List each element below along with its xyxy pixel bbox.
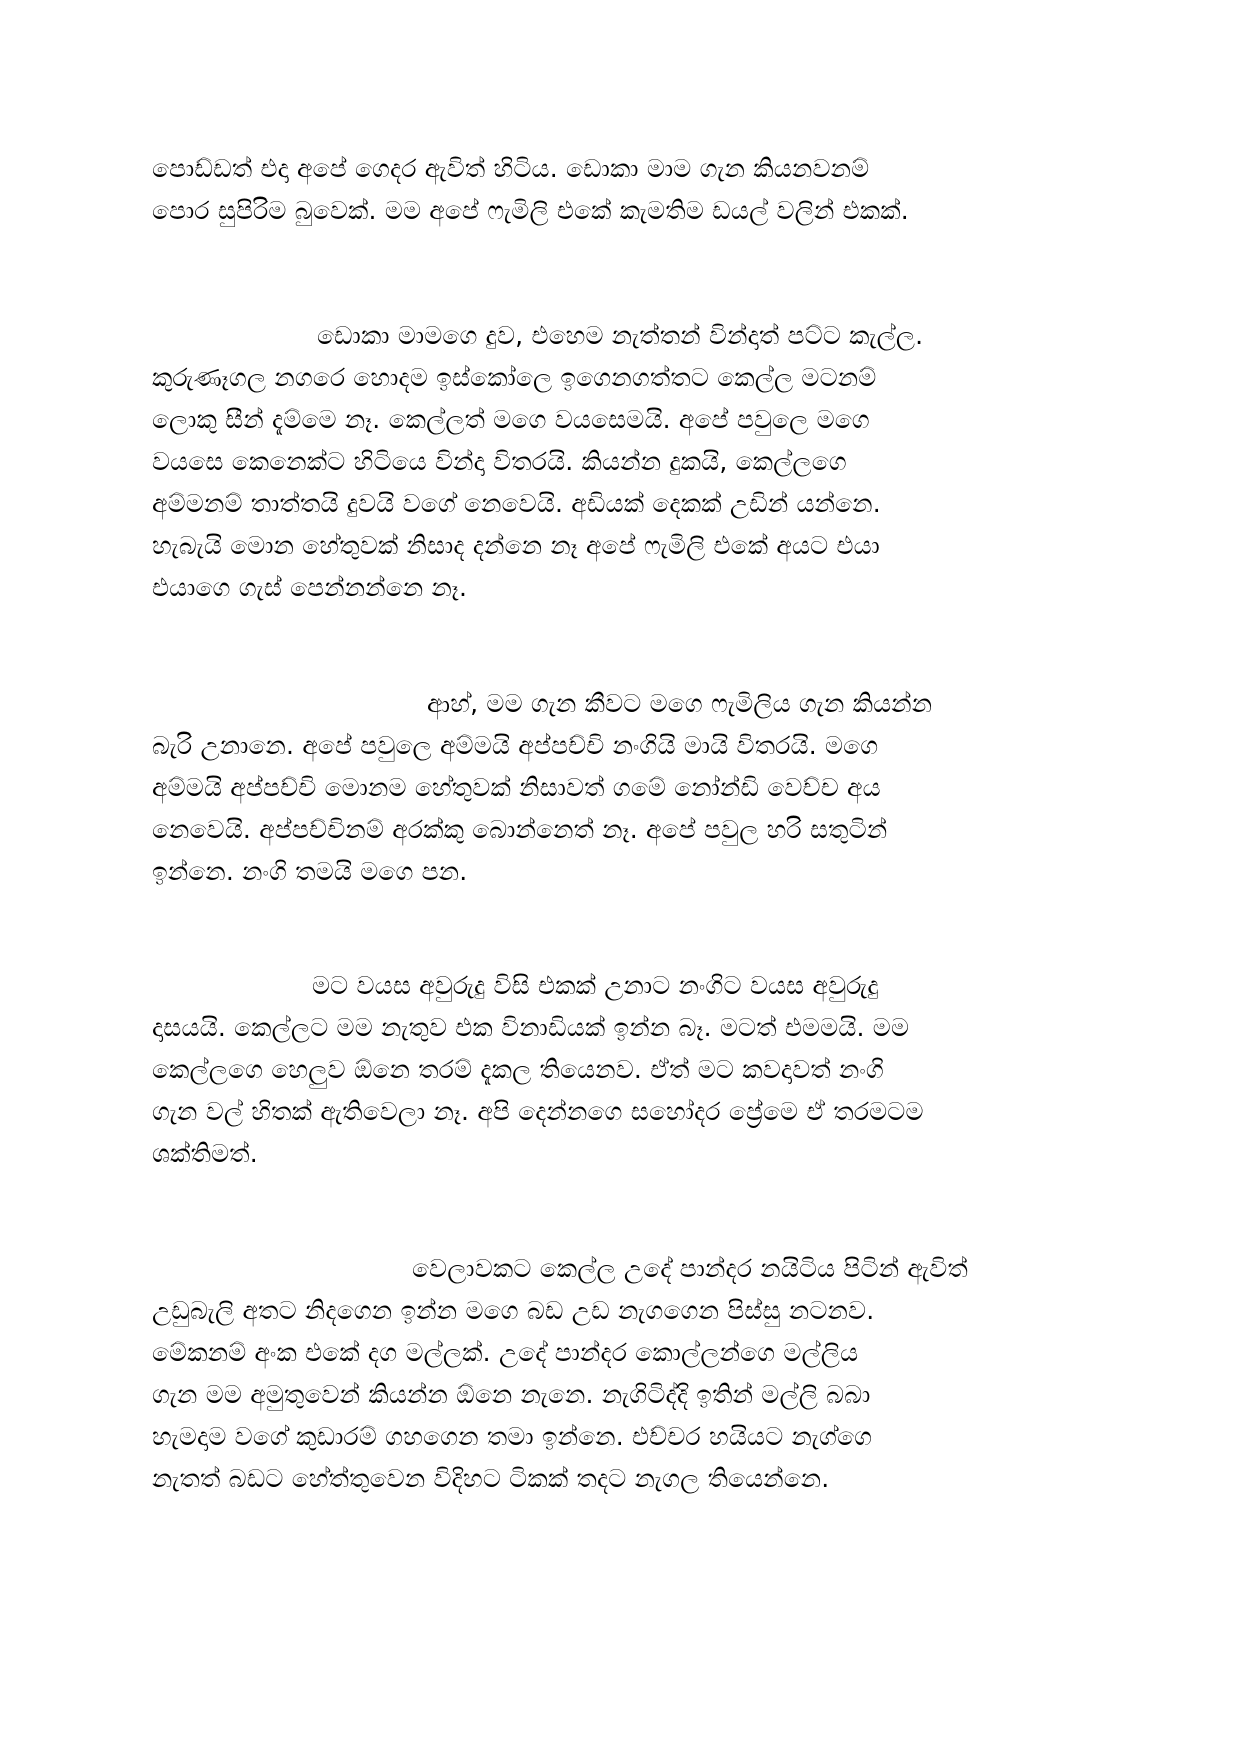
paragraph-line: මේකනම් අංක එකේ දග මල්ලක්. උදේ පාන්දර කොල්ලන්ගෙ මල්ලිය — [152, 1338, 859, 1367]
paragraph-2 — [152, 315, 1092, 609]
paragraph-line: උඩුබැලි අතට නිදගෙන ඉන්න මගෙ බඩ උඩ නැගගෙන පිස්සු නටනව. — [152, 1296, 875, 1325]
paragraph-line: පොර සුපිරිම බුවෙක්. මම අපේ ෆැමිලි එකේ කැමතිම ඩයල් වලින් එකක්. — [152, 196, 909, 225]
paragraph-3 — [152, 683, 1092, 893]
paragraph-5 — [152, 1248, 1092, 1500]
paragraph-line: ගැන වල් හිතක් ඇතිවෙලා නෑ. අපි දෙන්නගෙ සහෝදර ප්‍රේමෙ ඒ තරමටම — [152, 1097, 924, 1126]
paragraph-line: බැරි උනානෙ. අපේ පවුලෙ අම්මයි අප්පච්චි නංගියි මායි විතරයි. මගෙ — [152, 731, 879, 760]
paragraph-line: වයසෙ කෙනෙක්ට හිටියෙ වින්දා විතරයි. කියන්න දුකයි, කෙල්ලගෙ — [152, 447, 847, 476]
paragraph-line: ලොකු සීන් දැම්මෙ නෑ. කෙල්ලත් මගෙ වයසෙමයි. අපේ පවුලෙ මගෙ — [152, 405, 870, 434]
paragraph-line: දාසයයි. කෙල්ලට මම නැතුව එක විනාඩියක් ඉන්න බෑ. මටත් එමමයි. මම — [152, 1013, 910, 1042]
paragraph-line: පොඩ්ඩත් එදා අපේ ගෙදර ඇවිත් හිටිය. ඩොකා මාම ගැන කියනවනම් — [152, 154, 870, 183]
paragraph-line: ශක්තිමත්. — [152, 1139, 258, 1168]
paragraph-line: නෙවෙයි. අප්පච්චිනම් අරක්කු බොන්නෙත් නෑ. අපේ පවුල හරි සතුටින් — [152, 815, 888, 844]
paragraph-line: මට වයස අවුරුදු විසි එකක් උනාට නංගිට වයස අවුරුදු — [312, 971, 879, 1000]
paragraph-line: හැබැයි මොන හේතුවක් නිසාද දන්නෙ නෑ අපේ ෆැමිලි එකේ අයට එයා — [152, 531, 880, 560]
paragraph-4 — [152, 965, 1092, 1175]
paragraph-line: ඩොකා මාමගෙ දුව, එහෙම නැත්තන් වින්දාත් පට්ට කැල්ල. — [317, 321, 924, 350]
paragraph-line: අම්මයි අප්පච්චි මොනම හේතුවක් නිසාවත් ගමේ නෝන්ඩි වෙච්ච අය — [152, 773, 881, 802]
paragraph-line: කෙල්ලගෙ හෙලුව ඕනෙ තරම් දැකල තියෙනව. ඒත් මට කවදාවත් නංගි — [152, 1055, 884, 1084]
paragraph-line: ගැන මම අමුතුවෙන් කියන්න ඕනෙ නැනෙ. නැගිටිද්දි ඉතින් මල්ලි බබා — [152, 1380, 871, 1409]
paragraph-line: කුරුණෑගල නගරෙ හොදම ඉස්කෝලෙ ඉගෙනගත්තට කෙල්ල මටනම් — [152, 363, 877, 392]
paragraph-line: අම්මනම් තාත්තයි දුවයි වගේ නෙවෙයි. අඩියක් දෙකක් උඩින් යන්නෙ. — [152, 489, 881, 518]
paragraph-1 — [152, 148, 1092, 232]
paragraph-line: නැතත් බඩට හේත්තුවෙන විදිහට ටිකක් තදට නැගල තියෙන්නෙ. — [152, 1464, 830, 1493]
paragraph-line: ඉන්නෙ. නංගි තමයි මගෙ පන. — [152, 857, 468, 886]
paragraph-line: එයාගෙ ගැස් පෙන්නන්නෙ නෑ. — [152, 573, 468, 602]
paragraph-line: වෙලාවකට කෙල්ල උදේ පාන්දර නයිටිය පිටින් ඇවිත් — [412, 1254, 968, 1283]
paragraph-line: හැමදාම වගේ කුඩාරම් ගහගෙන තමා ඉන්නෙ. එච්චර හයියට නැග්ගෙ — [152, 1422, 873, 1451]
paragraph-line: ආහ්, මම ගැන කීවට මගෙ ෆැමිලිය ගැන කියන්න — [427, 689, 933, 718]
